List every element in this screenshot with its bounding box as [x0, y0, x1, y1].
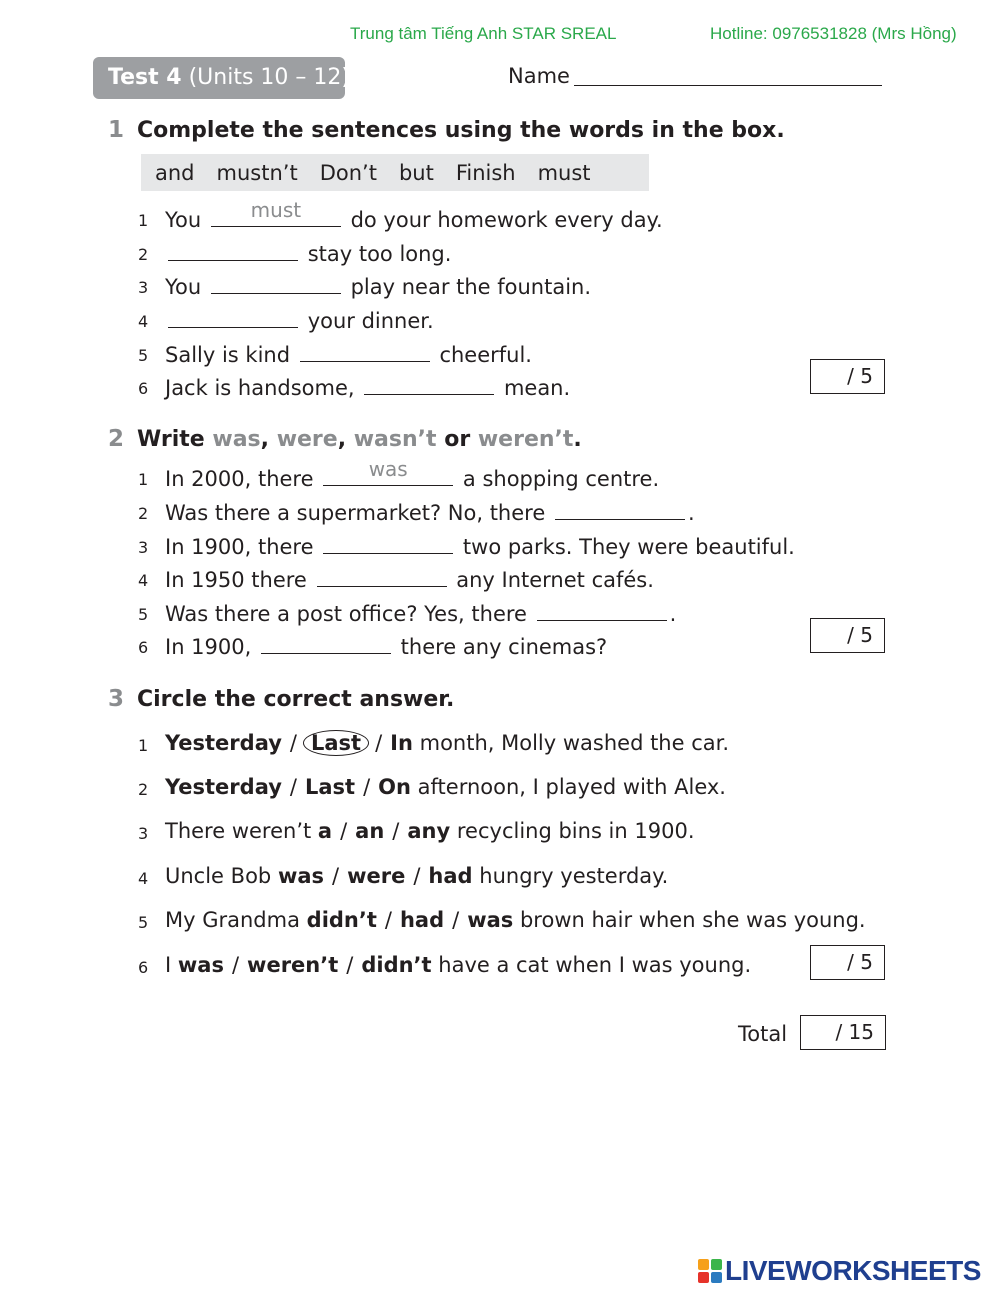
liveworksheets-logo [698, 1255, 981, 1287]
answer-option[interactable]: had [399, 908, 445, 932]
sentence-after: mean. [503, 376, 571, 400]
sentence [165, 457, 660, 491]
title-or: or [444, 427, 471, 452]
answer-option[interactable]: Last [303, 730, 369, 756]
section1-number: 1 [108, 117, 125, 143]
sentence-before: In 1900, [165, 635, 252, 659]
answer-option[interactable]: a [317, 819, 333, 843]
sentence [165, 499, 695, 525]
sentence-after: recycling bins in 1900. [456, 819, 695, 843]
section1-score-box: / 5 [810, 359, 885, 394]
answer-blank[interactable] [168, 240, 298, 261]
word-box-item: but [398, 160, 434, 185]
example-answer: was [368, 457, 408, 481]
answer-option[interactable]: was [277, 864, 325, 888]
section1-title: Complete the sentences using the words in the box. [137, 118, 785, 143]
title-werent: weren’t [477, 427, 574, 452]
item-number: 3 [138, 278, 149, 297]
answer-option[interactable]: On [378, 775, 411, 799]
answer-option[interactable]: any [407, 819, 451, 843]
total-label: Total [738, 1022, 788, 1046]
answer-blank[interactable] [300, 341, 430, 362]
sentence-before: Was there a supermarket? No, there [165, 501, 546, 525]
section2-score-box: / 5 [810, 618, 885, 653]
item-number: 4 [138, 571, 149, 590]
sentence [165, 731, 729, 755]
section3-number: 3 [108, 686, 125, 712]
option-separator: / [289, 775, 297, 799]
sentence [165, 198, 663, 232]
item-number: 4 [138, 312, 149, 331]
answer-option[interactable]: didn’t [306, 908, 377, 932]
answer-blank[interactable] [555, 499, 685, 520]
name-field[interactable] [574, 85, 882, 86]
sentence [165, 864, 668, 888]
sentence [165, 953, 751, 977]
item-number: 3 [138, 538, 149, 557]
item-number: 2 [138, 780, 149, 799]
logo-tile [698, 1259, 709, 1270]
sentence-after: any Internet cafés. [456, 568, 654, 592]
title-write: Write [137, 427, 205, 452]
answer-option[interactable]: had [428, 864, 473, 888]
answer-option[interactable]: were [347, 864, 406, 888]
answer-blank[interactable] [261, 633, 391, 654]
sentence-after: two parks. They were beautiful. [462, 535, 795, 559]
sentence-before: In 1900, there [165, 535, 314, 559]
option-separator: / [363, 775, 371, 799]
sentence-before: You [165, 208, 202, 232]
sentence-after: have a cat when I was young. [438, 953, 752, 977]
item-number: 6 [138, 379, 149, 398]
sentence [165, 374, 570, 400]
sentence [165, 273, 591, 299]
sentence-before: Sally is kind [165, 343, 291, 367]
option-separator: / [340, 819, 348, 843]
center-name: Trung tâm Tiếng Anh STAR SREAL [350, 24, 617, 43]
answer-blank[interactable] [168, 307, 298, 328]
sentence-after: your dinner. [307, 309, 434, 333]
answer-option[interactable]: weren’t [247, 953, 339, 977]
word-box-item: Finish [455, 160, 516, 185]
sentence-after: afternoon, I played with Alex. [417, 775, 726, 799]
answer-blank[interactable] [323, 533, 453, 554]
option-separator: / [452, 908, 460, 932]
logo-text: LIVEWORKSHEETS [725, 1255, 981, 1286]
sentence-after: month, Molly washed the car. [419, 731, 730, 755]
item-number: 2 [138, 245, 149, 264]
sentence-before: Was there a post office? Yes, there [165, 602, 527, 626]
answer-option[interactable]: an [355, 819, 385, 843]
item-number: 5 [138, 605, 149, 624]
item-number: 6 [138, 958, 149, 977]
item-number: 5 [138, 913, 149, 932]
sentence-after: hungry yesterday. [479, 864, 669, 888]
name-label: Name [508, 64, 570, 88]
sentence [165, 775, 726, 799]
sentence-after: . [669, 602, 677, 626]
item-number: 6 [138, 638, 149, 657]
item-number: 5 [138, 346, 149, 365]
sentence-after: a shopping centre. [462, 467, 660, 491]
sentence [165, 240, 451, 266]
sentence-before: My Grandma [165, 908, 300, 932]
item-number: 1 [138, 470, 149, 489]
answer-option[interactable]: Yesterday [165, 775, 282, 799]
logo-tile [698, 1272, 709, 1283]
word-box-item: must [537, 160, 591, 185]
answer-blank[interactable] [317, 566, 447, 587]
title-was: was [212, 427, 261, 452]
answer-blank[interactable] [537, 600, 667, 621]
answer-option[interactable]: In [390, 731, 413, 755]
title-wasnt: wasn’t [353, 427, 437, 452]
option-separator: / [384, 908, 392, 932]
option-separator: / [392, 819, 400, 843]
logo-tile [711, 1259, 722, 1270]
sentence [165, 533, 795, 559]
title-comma: , [337, 427, 347, 452]
sentence-before: Uncle Bob [165, 864, 272, 888]
section2-title [137, 427, 582, 452]
sentence-after: do your homework every day. [350, 208, 663, 232]
sentence [165, 908, 866, 932]
sentence-after: there any cinemas? [400, 635, 608, 659]
section3-title: Circle the correct answer. [137, 687, 455, 712]
answer-blank[interactable] [364, 374, 494, 395]
answer-blank[interactable] [211, 198, 341, 227]
sentence-after: cheerful. [439, 343, 532, 367]
units-label: (Units 10 – 12) [188, 65, 350, 90]
answer-blank[interactable] [323, 457, 453, 486]
sentence [165, 307, 434, 333]
sentence [165, 633, 607, 659]
section3-score-box: / 5 [810, 945, 885, 980]
sentence-after: brown hair when she was young. [519, 908, 866, 932]
word-box-item: Don’t [319, 160, 377, 185]
answer-option[interactable]: Last [304, 775, 356, 799]
sentence [165, 600, 676, 626]
sentence-before: Jack is handsome, [165, 376, 355, 400]
answer-option[interactable]: was [467, 908, 514, 932]
answer-option[interactable]: didn’t [361, 953, 432, 977]
liveworksheets-mark-icon [698, 1259, 722, 1283]
title-were: were [276, 427, 338, 452]
title-period: . [573, 427, 582, 452]
option-separator: / [231, 953, 240, 977]
option-separator: / [332, 864, 340, 888]
option-separator: / [413, 864, 421, 888]
sentence-after: stay too long. [307, 242, 452, 266]
example-answer: must [250, 198, 302, 222]
hotline: Hotline: 0976531828 (Mrs Hồng) [710, 24, 957, 43]
sentence-before: There weren’t [165, 819, 312, 843]
sentence [165, 566, 654, 592]
answer-option[interactable]: was [177, 953, 224, 977]
item-number: 1 [138, 211, 149, 230]
item-number: 1 [138, 736, 149, 755]
sentence [165, 819, 695, 843]
logo-tile [711, 1272, 722, 1283]
title-comma: , [260, 427, 270, 452]
option-separator: / [346, 953, 354, 977]
option-separator: / [289, 731, 297, 755]
word-box [141, 154, 649, 191]
sentence-before: In 2000, there [165, 467, 314, 491]
item-number: 2 [138, 504, 149, 523]
sentence [165, 341, 532, 367]
item-number: 3 [138, 824, 149, 843]
sentence-before: You [165, 275, 202, 299]
section2-number: 2 [108, 426, 125, 452]
item-number: 4 [138, 869, 149, 888]
test-tab [93, 57, 350, 99]
test-label: Test 4 [108, 65, 182, 90]
sentence-before: In 1950 there [165, 568, 307, 592]
sentence-before: I [165, 953, 172, 977]
word-box-item: mustn’t [216, 160, 298, 185]
sentence-after: . [687, 501, 695, 525]
total-score-box: / 15 [800, 1015, 886, 1050]
answer-blank[interactable] [211, 273, 341, 294]
sentence-after: play near the fountain. [350, 275, 592, 299]
answer-option[interactable]: Yesterday [165, 731, 282, 755]
word-box-item: and [155, 160, 195, 185]
option-separator: / [375, 731, 383, 755]
